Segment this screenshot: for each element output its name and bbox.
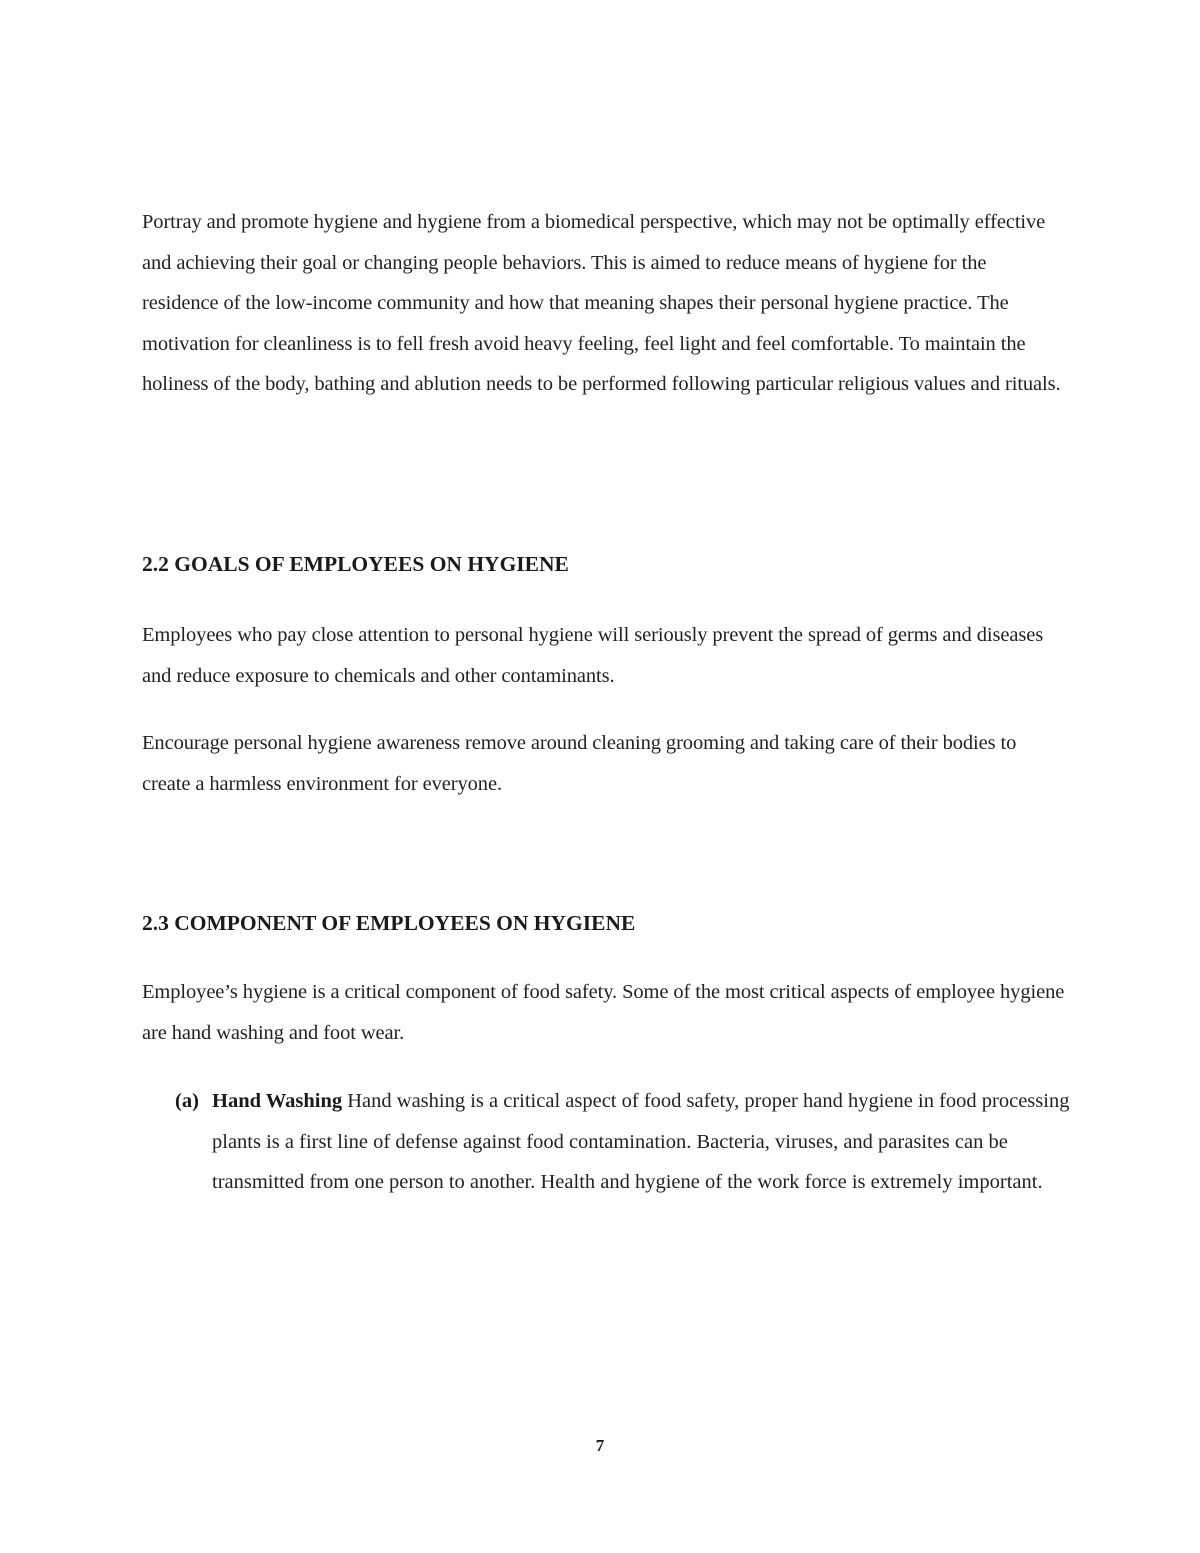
list-item-marker: (a) (175, 1090, 199, 1112)
page-number: 7 (595, 1436, 605, 1455)
section-2-3-paragraph-1: Employee’s hygiene is a critical component of food safety. Some of the most critical aspects of employee hygiene are hand washing and foot wear. (142, 981, 1065, 1044)
section-2-2-paragraph-1: Employees who pay close attention to personal hygiene will seriously prevent the spread of germs and diseases and reduce exposure to chemicals and other contaminants. (142, 624, 1044, 687)
section-2-2-paragraph-2: Encourage personal hygiene awareness remove around cleaning grooming and taking care of their bodies to create a harmless environment for everyone. (142, 732, 1017, 795)
list-item-hand-washing (175, 1081, 1072, 1203)
list-item-text: Hand washing is a critical aspect of food safety, proper hand hygiene in food processing plants is a first line of defense against food contamination. Bacteria, viruses, and parasites can be transmitted from one person to another. Health and hygiene of the work force is extremely important. (212, 1090, 1070, 1194)
intro-paragraph: Portray and promote hygiene and hygiene from a biomedical perspective, which may not be optimally effective and achieving their goal or changing people behaviors. This is aimed to reduce means of hygiene for the residence of the low-income community and how that meaning shapes their personal hygiene practice. The motivation for cleanliness is to fell fresh avoid heavy feeling, feel light and feel comfortable. To maintain the holiness of the body, bathing and ablution needs to be performed following particular religious values and rituals. (142, 211, 1061, 396)
section-2-2-heading: 2.2 GOALS OF EMPLOYEES ON HYGIENE (142, 552, 569, 576)
list-item-title: Hand Washing (212, 1090, 343, 1112)
section-2-3-heading: 2.3 COMPONENT OF EMPLOYEES ON HYGIENE (142, 911, 636, 935)
